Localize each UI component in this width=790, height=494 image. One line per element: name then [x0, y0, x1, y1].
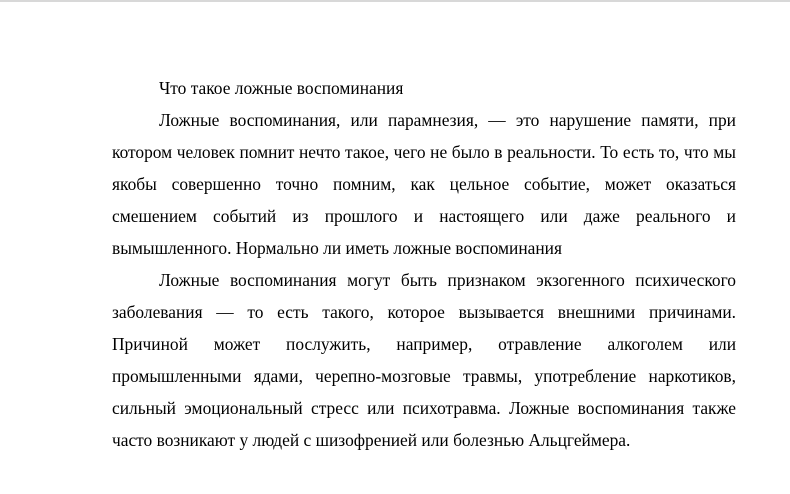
paragraph-definition: Ложные воспоминания, или парамнезия, — это нарушение памяти, при котором человек помнит нечто такое, чего не было в реальности. То есть то, что мы якобы совершенно точно помним, как цельное событие, может оказаться смешением событий из прошлого и настоящего или даже реального и вымышленного. Нормально ли иметь ложные воспоминания: [112, 110, 736, 258]
document-page[interactable]: [112, 72, 736, 456]
section-heading: Что такое ложные воспоминания: [159, 78, 404, 98]
paragraph-causes: Ложные воспоминания могут быть признаком экзогенного психического заболевания — то есть такого, которое вызывается внешними причинами. Причиной может послужить, например, отравление алкоголем или промышленными ядами, черепно-мозговые травмы, употребление наркотиков, сильный эмоциональный стресс или психотравма. Ложные воспоминания также часто возникают у людей с шизофренией или болезнью Альцгеймера.: [112, 270, 736, 450]
page-top-border: [0, 0, 790, 2]
